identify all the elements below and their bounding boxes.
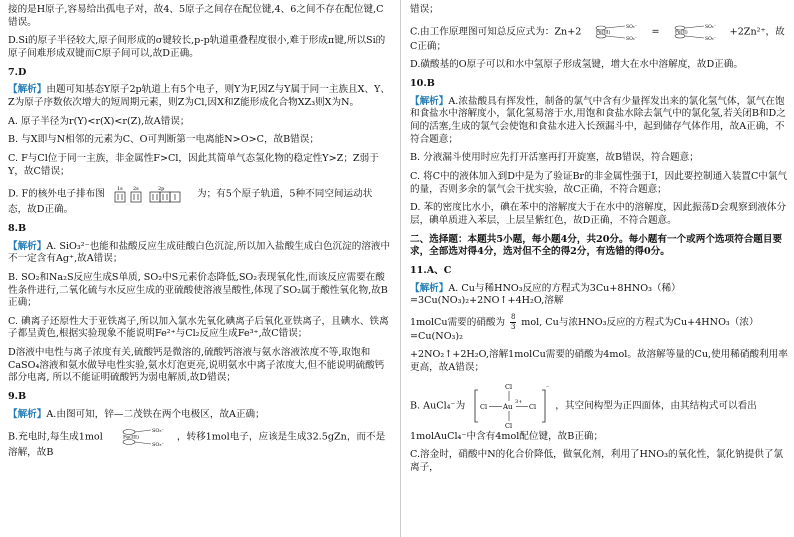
analysis-tag: 【解析】 [410,282,449,294]
q10-option-c: C. 将C中的液体加入到D中是为了验证Br的非金属性强于I，因此要控制通入装置C中氯气的量，否则多余的氯气会干扰实验，故C正确，不符合题意； [410,170,788,195]
sulfonate-label-top: SO₃⁻ [151,428,164,435]
orbital-label-2s: 2s [132,186,139,193]
left-para-2: D.Si的原子半径较大,原子间形成的σ键较长,p-p轨道重叠程度很小,难于形成π键,所以Si的原子间难形成双键而C原子间可以,故D正确。 [8,35,386,59]
cl-left: Cl [480,402,488,411]
au-charge: 3+ [515,398,523,405]
q11-option-c: C.溶金时，硝酸中N的化合价降低，做氧化剂，利用了HNO₃的氧化性，氯化钠提供了氯离子， [410,449,784,474]
q8-option-a: 【解析】A. SiO₃²⁻也能和盐酸反应生成硅酸白色沉淀,所以加入盐酸生成白色沉淀的溶液中不一定含有Ag⁺,故A错误； [8,240,391,265]
q11-option-b: B. AuCl₄⁻为 ⁻ Au 3+ Cl Cl Cl Cl ，其空间构型为正四面体，由其结构式可以看出1molAuCl₄⁻中含有4mol配位键，故B正确； [410,382,757,442]
right-para-2: D.磺酸基的O原子可以和水中氢原子形成氢键，增大在水中溶解度，故D正确。 [410,59,743,71]
bracket-charge: ⁻ [546,384,550,392]
orbital-diagram [114,184,188,204]
sulfonate-label-bottom: SO₃⁻ [626,36,638,42]
q11-option-a: 【解析】A. Cu与稀HNO₃反应的方程式为3Cu+8HNO₃（稀）=3Cu(NO₃)₂+2NO↑+4H₂O,溶解 [410,282,681,307]
au-center: Au [503,402,513,411]
sulfonate-label-bottom: SO₃⁻ [151,442,164,449]
question-9-answer: 9.B [8,391,27,403]
analysis-tag: 【解析】 [410,95,449,107]
cl-right: Cl [529,402,537,411]
cl-bottom: Cl [505,421,513,430]
question-7-answer: 7.D [8,66,27,78]
right-column [410,4,788,481]
cl-top: Cl [505,382,513,391]
product-structure [666,23,724,41]
q8-option-c: C. 碘离子还原性大于亚铁离子,所以加入氯水先氧化碘离子后氧化亚铁离子，且碘水、铁离子都呈黄色,根据实验现象不能说明Fe²⁺与Cl₂反应生成Fe³⁺,故C错误； [8,315,389,340]
q7-option-c: C. F与Cl位于同一主族，非金属性F>Cl，因此其简单气态氢化物的稳定性Y>Z；Z弱于Y，故C错误； [8,152,379,177]
q8-option-d: D溶液中电性与离子浓度有关,硫酸钙是微溶的,硫酸钙溶液与氨水溶液浓度不等,取饱和CaSO₄溶液和氨水做导电性实验,氨水灯泡更亮,说明氨水中离子浓度大,但不能说明硫酸钙部分电离, 所以不能证明硫酸钙为弱电解质,故D错误； [8,347,385,384]
q8-option-b: B. SO₂和Na₂S反应生成S单质, SO₂中S元素价态降低,SO₂表现氧化性,而该反应需要在酸性条件进行,二氧化硫与水反应生成的亚硫酸使溶液呈酸性,体现了SO₂属于酸性氧化物,故B正确； [8,271,388,309]
column-divider [400,0,401,537]
orbital-label-2p: 2p [157,186,165,193]
q9-option-a: 【解析】A.由图可知，锌—二茂铁在两个电极区，故A正确； [8,408,265,420]
q7-option-d: D. F的核外电子排布图 1s 2s 2p 为；有5个原子轨道，5种不同空间运动状态，故D正确。 [8,186,373,216]
q10-option-b: B. 分液漏斗使用时应先打开活塞再打开旋塞，故B错误，符合题意； [410,152,699,164]
aucl4-complex-structure [472,381,548,431]
right-para-0: 错误； [410,4,439,15]
ferrocene-sulfonate-structure [109,427,171,447]
q9-option-b: B.充电时,每生成1mol Fe(III) SO₃⁻ SO₃⁻ ，转移1mol电子，应该是生成32.5gZn，而不是溶解，故B [8,428,386,459]
fe-ii-label: Fe(II) [674,30,688,36]
left-para-1: 接的是H原子,容易给出孤电子对，故4、5原子之间存在配位键,4、6之间不存在配位键,C错误。 [8,4,384,28]
analysis-tag: 【解析】 [8,408,47,420]
q10-option-a: 【解析】A.浓盐酸具有挥发性，制备的氯气中含有少量挥发出来的氯化氢气体，氯气在饱和食盐水中溶解度小，氯化氢易溶于水,用饱和食盐水除去氯气中的氯化氢,若关闭B和D之间的活塞,生成的氯气会使饱和食盐水进入长颈漏斗中，起到储存气体作用，故A正确，不符合题意； [410,95,786,145]
q11-option-a-end: +2NO₂↑+2H₂O,溶解1molCu需要的硝酸为4mol。故溶解等量的Cu,使用稀硝酸利用率更高，故A错误； [410,349,788,374]
fe-iii-label: Fe(III) [596,30,611,36]
q11-option-a-cont: 1molCu需要的硝酸为 $\frac{8}{3}$ mol, Cu与浓HNO₃反应的方程式为Cu+4HNO₃（浓）=Cu(NO₃)₂ [410,312,759,342]
question-8-answer: 8.B [8,222,27,234]
sulfonate-label-top: SO₃⁻ [626,24,638,30]
analysis-tag: 【解析】 [8,84,47,96]
q10-option-d: D. 苯的密度比水小，碘在苯中的溶解度大于在水中的溶解度，因此振荡D会观察到液体分层，碘单质进入苯层，上层呈紫红色，故D正确，不符合题意。 [410,202,787,226]
question-11-answer: 11.A、C [410,264,452,276]
section-2-header: 二、选择题：本题共5小题，每小题4分，共20分。每小题有一个或两个选项符合题目要求，全部选对得4分，选对但不全的得2分，有选错的得0分。 [410,233,783,258]
left-column [8,4,391,466]
fe-iii-label: Fe(III) [122,434,139,441]
fraction-8-3: $\frac{8}{3}$ [510,312,516,331]
sulfonate-label-bottom: SO₃⁻ [704,36,716,42]
sulfonate-label-top: SO₃⁻ [704,24,716,30]
right-para-1: C.由工作原理图可知总反应式为：Zn+2 Fe(III) SO₃⁻ SO₃⁻ = Fe(II) SO₃⁻ SO₃⁻ +2Zn²⁺，故C正确； [410,24,785,52]
question-10-answer: 10.B [410,77,435,89]
analysis-tag: 【解析】 [8,240,47,252]
orbital-label-1s: 1s [116,186,123,193]
q7-analysis-a: 【解析】由题可知基态Y原子2p轨道上有5个电子，则Y为F,因Z与Y属于同一主族且X、Y、Z为原子序数依次增大的短周期元素，则Z为Cl,因X和Z能形成化合物XZ₃则X为N。 [8,84,390,108]
q7-option-a: A. 原子半径为r(Y)<r(X)<r(Z),故A错误； [8,115,190,127]
reactant-structure [587,23,645,41]
q7-option-b: B. 与X即与N相邻的元素为C、O可判断第一电离能N>O>C，故B错误； [8,134,319,146]
